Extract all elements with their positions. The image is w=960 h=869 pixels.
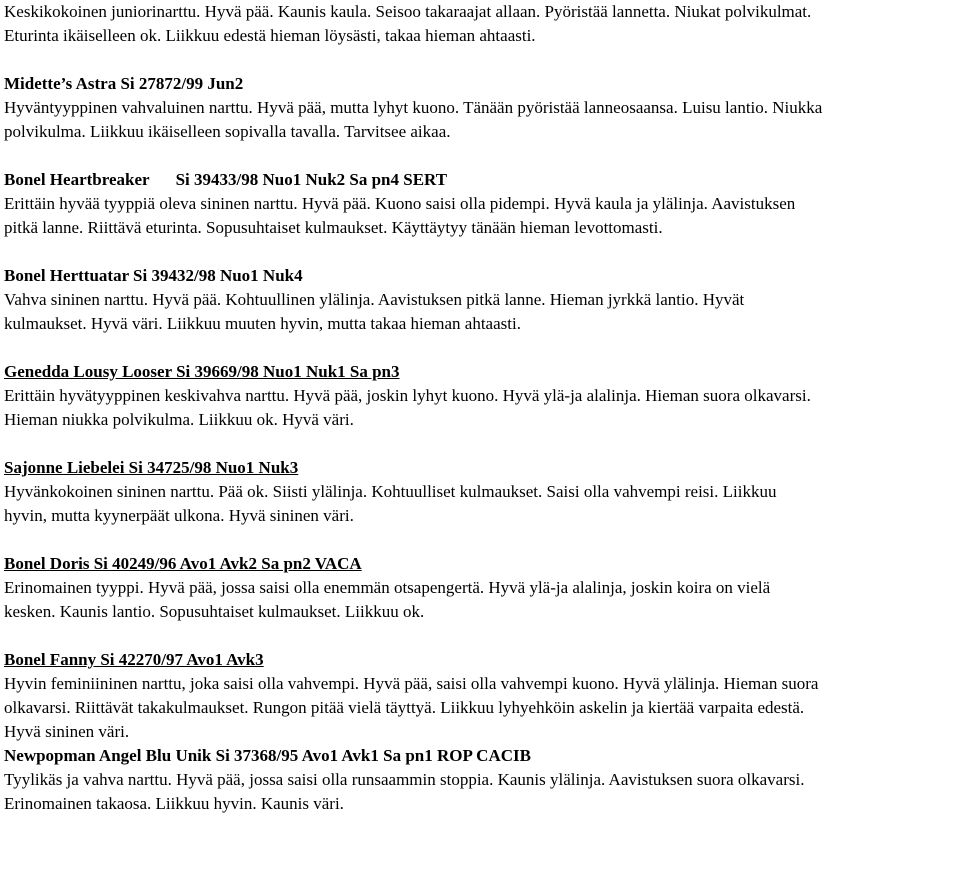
dog-heading-name: Bonel Heartbreaker [4,170,150,189]
critique-text: kesken. Kaunis lantio. Sopusuhtaiset kulmaukset. Liikkuu ok. [4,602,425,621]
dog-entry-newpopman-angel-blu [4,744,956,816]
dog-heading: Newpopman Angel Blu Unik Si 37368/95 Avo1 Avk1 Sa pn1 ROP CACIB [4,746,531,765]
critique-text: pitkä lanne. Riittävä eturinta. Sopusuhtaiset kulmaukset. Käyttäytyy tänään hieman levottomasti. [4,218,663,237]
dog-entry-bonel-heartbreaker [4,168,956,240]
dog-heading: Bonel Doris Si 40249/96 Avo1 Avk2 Sa pn2 VACA [4,554,362,573]
dog-heading: Bonel Herttuatar Si 39432/98 Nuo1 Nuk4 [4,266,303,285]
critique-text: Eturinta ikäiselleen ok. Liikkuu edestä hieman löysästi, takaa hieman ahtaasti. [4,26,536,45]
intro-critique [4,0,956,48]
critique-text: Hieman niukka polvikulma. Liikkuu ok. Hyvä väri. [4,410,354,429]
critique-text: kulmaukset. Hyvä väri. Liikkuu muuten hyvin, mutta takaa hieman ahtaasti. [4,314,521,333]
dog-entry-bonel-fanny [4,648,956,744]
dog-entry-bonel-doris [4,552,956,624]
dog-heading: Bonel Fanny Si 42270/97 Avo1 Avk3 [4,650,264,669]
dog-heading: Genedda Lousy Looser Si 39669/98 Nuo1 Nuk1 Sa pn3 [4,362,400,381]
critique-text: Erittäin hyvää tyyppiä oleva sininen narttu. Hyvä pää. Kuono saisi olla pidempi. Hyvä kaula ja ylälinja. Aavistuksen [4,194,796,213]
dog-heading-details: Si 39433/98 Nuo1 Nuk2 Sa pn4 SERT [175,170,448,189]
critique-text: Vahva sininen narttu. Hyvä pää. Kohtuullinen ylälinja. Aavistuksen pitkä lanne. Hieman jyrkkä lantio. Hyvät [4,290,745,309]
critique-text: Tyylikäs ja vahva narttu. Hyvä pää, jossa saisi olla runsaammin stoppia. Kaunis ylälinja. Aavistuksen suora olkavarsi. [4,770,805,789]
dog-entry-genedda-lousy-looser [4,360,956,432]
critique-text: Hyvä sininen väri. [4,722,130,741]
dog-heading [4,168,956,192]
critique-text: Erinomainen takaosa. Liikkuu hyvin. Kaunis väri. [4,794,344,813]
critique-text: hyvin, mutta kyynerpäät ulkona. Hyvä sininen väri. [4,506,354,525]
critique-text: Keskikokoinen juniorinarttu. Hyvä pää. Kaunis kaula. Seisoo takaraajat allaan. Pyöristää lannetta. Niukat polvikulmat. [4,2,812,21]
dog-entry-bonel-herttuatar [4,264,956,336]
critique-text: Hyvänkokoinen sininen narttu. Pää ok. Siisti ylälinja. Kohtuulliset kulmaukset. Saisi olla vahvempi reisi. Liikkuu [4,482,777,501]
critique-text: Erinomainen tyyppi. Hyvä pää, jossa saisi olla enemmän otsapengertä. Hyvä ylä-ja alalinja, joskin koira on vielä [4,578,771,597]
dog-entry-sajonne-liebelei [4,456,956,528]
critique-text: Hyvin feminiininen narttu, joka saisi olla vahvempi. Hyvä pää, saisi olla vahvempi kuono. Hyvä ylälinja. Hieman suora [4,674,819,693]
critique-text: Hyväntyyppinen vahvaluinen narttu. Hyvä pää, mutta lyhyt kuono. Tänään pyöristää lanneosaansa. Luisu lantio. Niukka [4,98,823,117]
critique-text: polvikulma. Liikkuu ikäiselleen sopivalla tavalla. Tarvitsee aikaa. [4,122,451,141]
dog-entry-midette-astra [4,72,956,144]
critique-text: Erittäin hyvätyyppinen keskivahva narttu. Hyvä pää, joskin lyhyt kuono. Hyvä ylä-ja alalinja. Hieman suora olkavarsi. [4,386,811,405]
dog-heading: Midette’s Astra Si 27872/99 Jun2 [4,74,244,93]
dog-heading: Sajonne Liebelei Si 34725/98 Nuo1 Nuk3 [4,458,299,477]
critique-text: olkavarsi. Riittävät takakulmaukset. Rungon pitää vielä täyttyä. Liikkuu lyhyehköin askelin ja kiertää varpaita edestä. [4,698,805,717]
